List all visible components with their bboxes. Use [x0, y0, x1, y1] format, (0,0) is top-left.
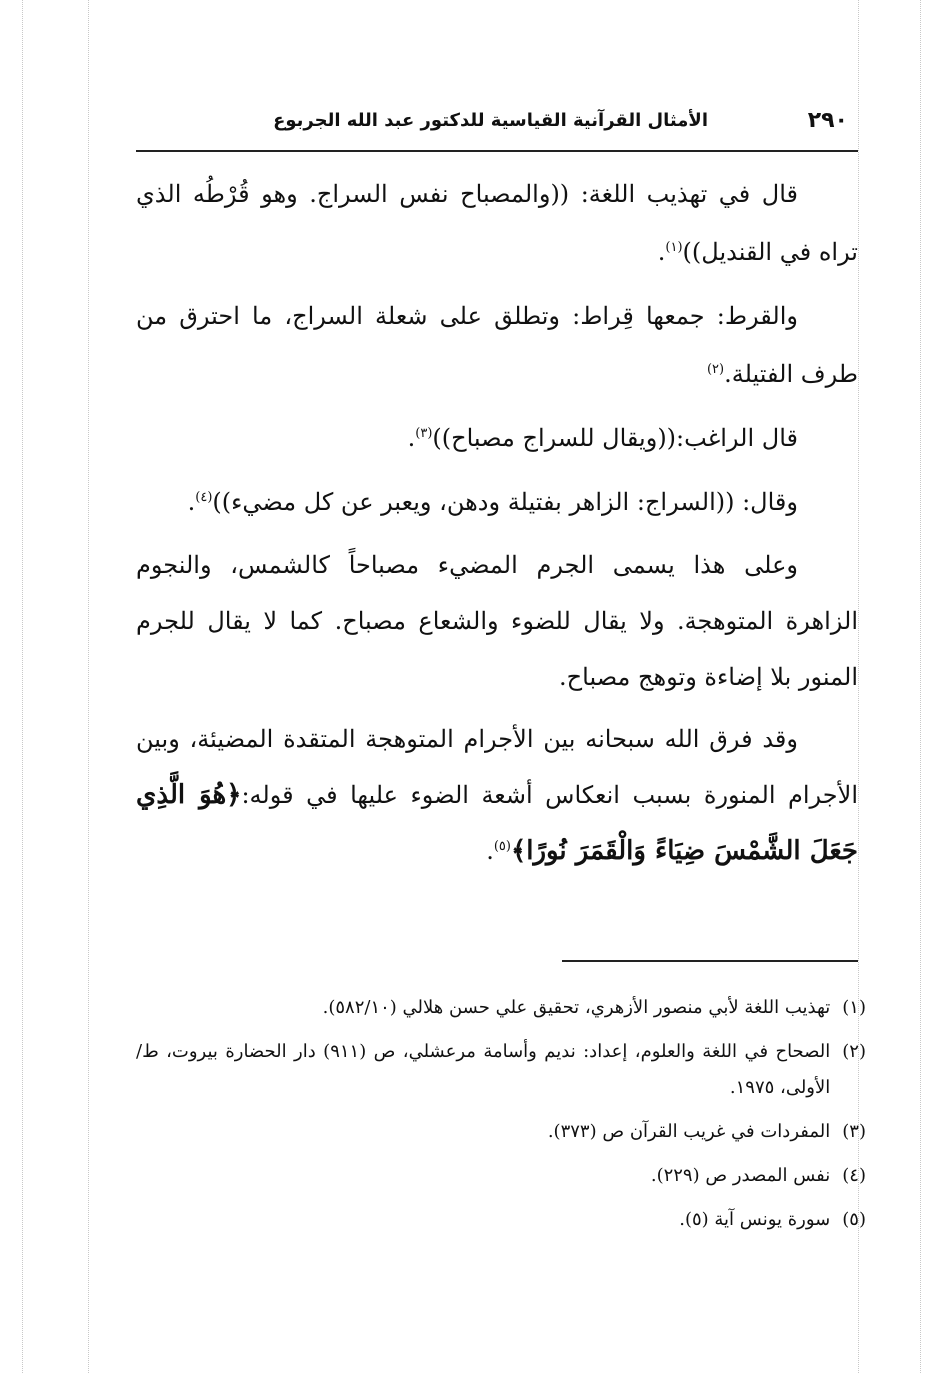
paragraph-text: قال في تهذيب اللغة: ((والمصباح نفس السراج. وهو قُرْطُه الذي تراه في القنديل))	[136, 180, 858, 266]
paragraph-text: وقال: ((السراج: الزاهر بفتيلة ودهن، ويعبر عن كل مضيء))	[212, 488, 798, 516]
quran-verse: ﴿هُوَ الَّذِي جَعَلَ الشَّمْسَ ضِيَاءً وَالْقَمَرَ نُورًا﴾	[136, 780, 858, 866]
paragraph	[136, 287, 858, 403]
footnote-number: (٤)	[842, 1165, 866, 1186]
paragraph	[136, 409, 858, 467]
paragraph	[136, 537, 858, 705]
page-number: ٢٩٠	[807, 108, 848, 133]
footnote-ref[interactable]: (٣)	[415, 426, 433, 441]
footnote-ref[interactable]: (١)	[665, 240, 683, 255]
footnote-text: سورة يونس آية (٥).	[679, 1209, 831, 1230]
footnote-item	[136, 1114, 866, 1150]
paragraph-with-quran-verse	[136, 711, 858, 879]
footnote-item	[136, 1202, 866, 1238]
footnote-ref[interactable]: (٤)	[195, 490, 213, 505]
footnote-text: تهذيب اللغة لأبي منصور الأزهري، تحقيق علي حسن هلالي (٥٨٢/١٠).	[322, 997, 831, 1018]
footnote-item	[136, 990, 866, 1026]
paragraph-text: وقد فرق الله سبحانه بين الأجرام المتوهجة المتقدة المضيئة، وبين الأجرام المنورة بسبب انعكاس أشعة الضوء عليها في قوله:	[136, 725, 858, 809]
paragraph-text: والقرط: جمعها قِراط: وتطلق على شعلة السراج، ما احترق من طرف الفتيلة.	[136, 302, 858, 388]
footnote-text: المفردات في غريب القرآن ص (٣٧٣).	[547, 1121, 831, 1142]
footnote-ref[interactable]: (٥)	[493, 839, 511, 854]
body-text	[136, 165, 858, 885]
paragraph	[136, 165, 858, 281]
running-title: الأمثال القرآنية القياسية للدكتور عبد الله الجربوع	[273, 110, 708, 131]
paragraph-tail: .	[187, 488, 196, 516]
paragraph-tail: .	[657, 238, 666, 266]
footnote-number: (١)	[842, 997, 866, 1018]
paragraph	[136, 473, 858, 531]
paragraph-tail: .	[486, 837, 494, 865]
paragraph-text: وعلى هذا يسمى الجرم المضيء مصباحاً كالشمس، والنجوم الزاهرة المتوهجة. ولا يقال للضوء والشعاع مصباح. كما لا يقال للجرم المنور بلا إضاءة وتوهج مصباح.	[136, 551, 858, 691]
footnote-number: (٣)	[842, 1121, 866, 1142]
footnote-item	[136, 1158, 866, 1194]
footnotes	[136, 990, 866, 1246]
paragraph-text: قال الراغب:((ويقال للسراج مصباح))	[432, 424, 798, 452]
footnote-ref[interactable]: (٢)	[706, 362, 725, 377]
page-header	[136, 108, 858, 152]
footnote-separator	[562, 960, 858, 962]
footnote-text: الصحاح في اللغة والعلوم، إعداد: نديم وأسامة مرعشلي، ص (٩١١) دار الحضارة بيروت، ط/ الأولى، ١٩٧٥.	[136, 1041, 831, 1098]
footnote-item	[136, 1034, 866, 1106]
footnote-number: (٢)	[842, 1041, 866, 1062]
footnote-text: نفس المصدر ص (٢٢٩).	[650, 1165, 831, 1186]
paragraph-tail: .	[407, 424, 416, 452]
footnote-number: (٥)	[842, 1209, 866, 1230]
